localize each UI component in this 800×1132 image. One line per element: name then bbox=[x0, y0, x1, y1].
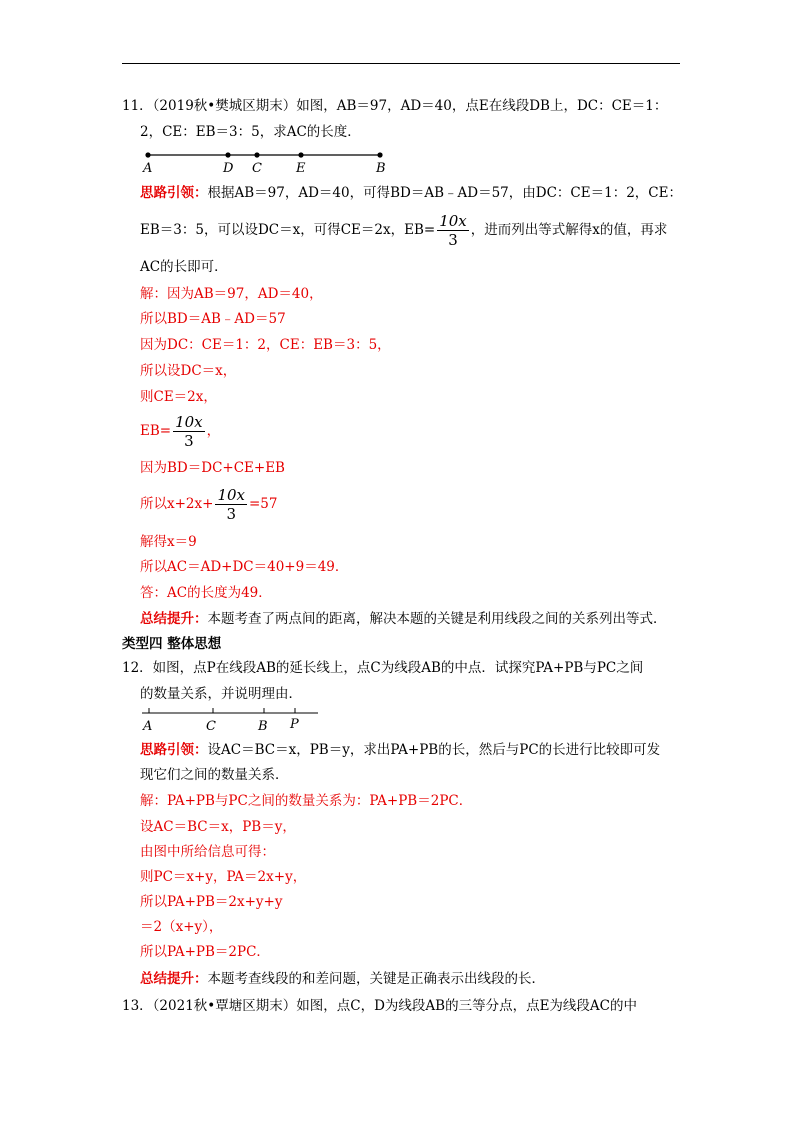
q12-sol7: 所以PA+PB＝2PC． bbox=[140, 944, 270, 960]
q11-line1: 11．（2019秋•樊城区期末）如图，AB＝97，AD＝40，点E在线段DB上，DC：CE＝1： bbox=[122, 98, 668, 114]
q12-hint-label: 思路引领： bbox=[140, 742, 208, 758]
q11-sol1: 解：因为AB＝97，AD＝40， bbox=[140, 286, 323, 302]
q12-hint-line2: 现它们之间的数量关系． bbox=[140, 767, 289, 783]
section-heading: 类型四 整体思想 bbox=[122, 636, 222, 652]
q11-sol6: EB= $\frac{10x}{3}$ ， bbox=[140, 413, 221, 450]
q11-label-C: C bbox=[252, 161, 262, 176]
q11-hint-line1 bbox=[140, 184, 682, 202]
q11-sol3: 因为DC：CE＝1：2，CE：EB＝3：5， bbox=[140, 337, 391, 353]
q11-sol11: 答：AC的长度为49． bbox=[140, 585, 272, 601]
q11-sol10: 所以AC＝AD+DC＝40+9＝49． bbox=[140, 559, 349, 575]
q11-sol2: 所以BD＝AB﹣AD＝57 bbox=[140, 311, 286, 327]
q11-hint-text1: 根据AB＝97，AD＝40，可得BD＝AB﹣AD＝57，由DC：CE＝1：2，CE： bbox=[207, 185, 682, 201]
q11-label-E: E bbox=[296, 161, 306, 176]
q12-hint-line1: 思路引领：设AC＝BC＝x，PB＝y，求出PA+PB的长，然后与PC的长进行比较即可发 bbox=[140, 742, 661, 758]
q12-line2: 的数量关系，并说明理由． bbox=[140, 686, 302, 702]
q11-sol4: 所以设DC＝x， bbox=[140, 363, 237, 379]
q11-line2: 2，CE：EB＝3：5，求AC的长度． bbox=[140, 124, 361, 140]
q12-sol2: 设AC＝BC＝x，PB＝y， bbox=[140, 819, 296, 835]
q11-summary-label: 总结提升： bbox=[140, 611, 208, 627]
q12-label-P: P bbox=[290, 717, 299, 732]
q11-summary: 总结提升：本题考查了两点间的距离，解决本题的关键是利用线段之间的关系列出等式． bbox=[140, 611, 667, 627]
q12-summary: 总结提升：本题考查线段的和差问题，关键是正确表示出线段的长． bbox=[140, 971, 545, 987]
q11-sol6-fraction: $\frac{10x}{3}$ bbox=[175, 413, 203, 450]
q11-sol7: 因为BD＝DC+CE+EB bbox=[140, 460, 285, 476]
q11-hint-fraction: $\frac{10x}{3}$ bbox=[439, 212, 467, 249]
q12-line1: 12．如图，点P在线段AB的延长线上，点C为线段AB的中点．试探究PA+PB与PC之间 bbox=[122, 660, 644, 676]
q12-sol3: 由图中所给信息可得： bbox=[140, 844, 275, 860]
q11-sol9: 解得x＝9 bbox=[140, 534, 197, 550]
q11-label-A: A bbox=[143, 161, 153, 176]
q11-label-D: D bbox=[223, 161, 234, 176]
q11-segment-figure bbox=[140, 147, 390, 177]
q12-label-A: A bbox=[143, 719, 153, 734]
q11-sol8-fraction: $\frac{10x}{3}$ bbox=[217, 486, 245, 523]
q12-sol1: 解：PA+PB与PC之间的数量关系为：PA+PB＝2PC． bbox=[140, 793, 473, 809]
q11-sol5: 则CE＝2x， bbox=[140, 389, 217, 405]
q12-sol4: 则PC＝x+y，PA＝2x+y， bbox=[140, 869, 307, 885]
q12-sol5: 所以PA+PB＝2x+y+y bbox=[140, 894, 283, 910]
q12-label-B: B bbox=[258, 719, 268, 734]
q11-label-B: B bbox=[376, 161, 386, 176]
q12-label-C: C bbox=[206, 719, 216, 734]
q11-hint-label: 思路引领： bbox=[140, 185, 208, 201]
q12-sol6: ＝2（x+y）， bbox=[140, 919, 223, 935]
q12-summary-label: 总结提升： bbox=[140, 971, 208, 987]
q11-sol8: 所以x+2x+ $\frac{10x}{3}$ =57 bbox=[140, 486, 278, 523]
q13-line1: 13．（2021秋•覃塘区期末）如图，点C，D为线段AB的三等分点，点E为线段AC的中 bbox=[122, 998, 638, 1014]
q11-hint-line3: AC的长即可． bbox=[140, 259, 228, 275]
q11-hint-line2: EB＝3：5，可以设DC＝x，可得CE＝2x，EB= $\frac{10x}{3}$ ，进而列出等式解得x的值，再求 bbox=[140, 212, 668, 249]
q12-segment-figure bbox=[140, 704, 330, 734]
header-rule bbox=[122, 63, 680, 64]
